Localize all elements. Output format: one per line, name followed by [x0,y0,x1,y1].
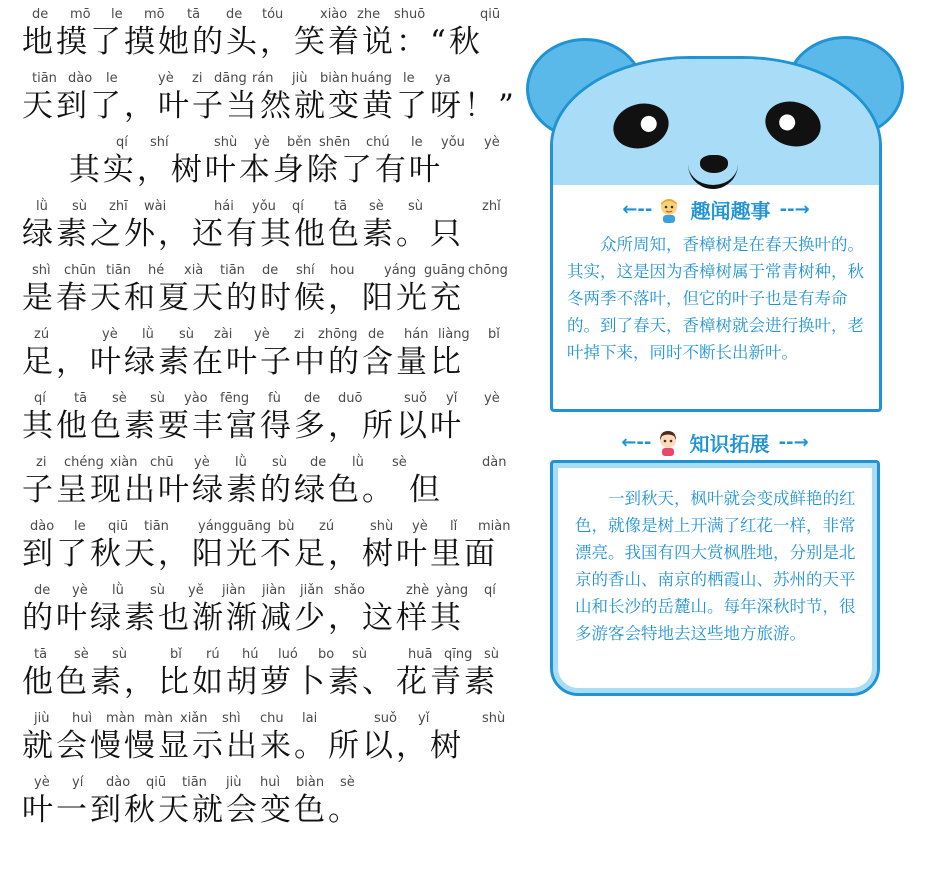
pinyin-syllable: hái [214,199,234,214]
pinyin-syllable: lǜ [112,583,124,598]
pinyin-syllable: le [106,71,118,86]
pinyin-syllable: de [304,391,321,406]
pinyin-syllable: jiù [34,711,50,726]
pinyin-syllable: yàng [436,583,469,598]
pinyin-syllable: shí [296,263,315,278]
pinyin-syllable: jiàn [262,583,286,598]
pinyin-syllable: bǐ [488,327,500,342]
pinyin-syllable: suǒ [374,711,397,726]
pinyin-syllable: le [111,7,123,22]
pinyin-syllable: yè [484,391,500,406]
pinyin-syllable: tiān [106,263,131,278]
pinyin-syllable: shì [222,711,241,726]
pinyin-syllable: suǒ [404,391,427,406]
pinyin-syllable: zú [319,519,335,534]
pinyin-syllable: zi [192,71,203,86]
pinyin-syllable: lǜ [235,455,247,470]
pinyin-syllable: fēng [220,391,250,406]
arrow-right-icon: --→ [779,199,810,220]
pinyin-syllable: shù [214,135,238,150]
hanzi-row: 他色素，比如胡萝卜素、花青素 [22,664,498,700]
pinyin-syllable: yǒu [252,199,276,214]
pinyin-syllable: xiàn [110,455,138,470]
pinyin-syllable: běn [287,135,312,150]
story-line [22,256,522,320]
hanzi-row: 足，叶绿素在叶子中的含量比 [22,344,464,380]
pinyin-syllable: le [74,519,86,534]
pinyin-syllable: luó [278,647,298,662]
pinyin-syllable: sù [179,327,195,342]
pinyin-syllable: zhe [357,7,381,22]
pinyin-syllable: lǜ [352,455,364,470]
pinyin-syllable: yǐ [446,391,458,406]
pinyin-syllable: hou [330,263,355,278]
pinyin-syllable: tā [74,391,88,406]
hanzi-row: 子呈现出叶绿素的绿色。 但 [22,472,443,508]
pinyin-syllable: huā [408,647,433,662]
pinyin-syllable: shù [370,519,394,534]
hanzi-row: 天到了，叶子当然就变黄了呀！” [22,88,517,124]
story-line [22,0,522,64]
pinyin-syllable: sè [369,199,384,214]
pinyin-syllable: biàn [296,775,325,790]
pinyin-syllable: tā [334,199,348,214]
hanzi-row: 其他色素要丰富得多，所以叶 [22,408,464,444]
pinyin-syllable: le [411,135,423,150]
pinyin-syllable: qí [484,583,496,598]
hanzi-row: 叶一到秋天就会变色。 [22,792,362,828]
pinyin-syllable: tiān [144,519,169,534]
pinyin-syllable: de [262,263,279,278]
pinyin-syllable: yè [484,135,500,150]
pinyin-syllable: zi [36,455,47,470]
pinyin-syllable: shì [32,263,51,278]
fun-fact-card [526,36,904,411]
boy-icon [657,197,681,223]
pinyin-syllable: xiào [320,7,348,22]
pinyin-syllable: màn [106,711,135,726]
pinyin-syllable: zhī [109,199,128,214]
pinyin-syllable: yáng [384,263,417,278]
pinyin-syllable: wài [144,199,167,214]
pinyin-syllable: shuō [394,7,426,22]
pinyin-syllable: qīng [444,647,473,662]
pinyin-syllable: hé [148,263,165,278]
story-line [22,320,522,384]
story-line [22,64,522,128]
pinyin-syllable: qiū [480,7,501,22]
pinyin-syllable: yè [72,583,88,598]
pinyin-syllable: yě [188,583,204,598]
pinyin-syllable: sù [408,199,424,214]
pinyin-syllable: duō [338,391,363,406]
pinyin-syllable: tā [187,7,201,22]
pinyin-syllable: zú [34,327,50,342]
pinyin-syllable: dāng [214,71,247,86]
pinyin-syllable: ya [435,71,451,86]
pinyin-syllable: chūn [64,263,96,278]
pinyin-syllable: de [32,7,49,22]
hanzi-row: 的叶绿素也渐渐减少，这样其 [22,600,464,636]
pinyin-syllable: huáng [351,71,392,86]
pinyin-syllable: zi [294,327,305,342]
story-line [22,512,522,576]
panda-face [553,59,879,185]
pinyin-syllable: lai [302,711,318,726]
fun-card-title [553,195,879,225]
pinyin-syllable: tiān [220,263,245,278]
pinyin-syllable: sù [150,583,166,598]
pinyin-syllable: jiù [226,775,242,790]
pinyin-syllable: rú [206,647,220,662]
pinyin-syllable: qiū [108,519,129,534]
pinyin-syllable: de [226,7,243,22]
pinyin-syllable: dào [106,775,131,790]
pinyin-syllable: hú [242,647,259,662]
pinyin-syllable: mō [144,7,165,22]
story-line [22,768,522,832]
pinyin-syllable: màn [144,711,173,726]
pinyin-syllable: huì [260,775,281,790]
pinyin-syllable: qí [116,135,128,150]
pinyin-syllable: de [368,327,385,342]
pinyin-syllable: yǒu [441,135,465,150]
arrow-left-icon: ←-- [622,199,653,220]
pinyin-syllable: zài [214,327,233,342]
hanzi-row: 就会慢慢显示出来。所以，树 [22,728,464,764]
pinyin-syllable: yè [254,135,270,150]
story-line [22,192,522,256]
pinyin-syllable: sè [74,647,89,662]
pinyin-syllable: zhè [406,583,430,598]
pinyin-syllable: yè [158,71,174,86]
story-line [22,128,522,192]
pinyin-syllable: guāng [230,519,271,534]
story-line [22,384,522,448]
pinyin-syllable: guāng [424,263,465,278]
pinyin-syllable: bù [278,519,295,534]
pinyin-syllable: rán [252,71,274,86]
pinyin-syllable: qiū [146,775,167,790]
fun-card-text: 众所周知，香樟树是在春天换叶的。其实，这是因为香樟树属于常青树种，秋冬两季不落叶，但它的叶子也是有寿命的。到了春天，香樟树就会进行换叶，老叶掉下来，同时不断长出新叶。 [567,235,864,362]
story-line [22,448,522,512]
hanzi-row: 绿素之外，还有其他色素。只 [22,216,464,252]
pinyin-syllable: lǜ [142,327,154,342]
knowledge-card-title-text: 知识拓展 [689,432,770,456]
fun-card-title-text: 趣闻趣事 [690,199,771,223]
pinyin-syllable: yè [34,775,50,790]
pinyin-syllable: sù [72,199,88,214]
pinyin-syllable: sù [352,647,368,662]
pinyin-syllable: jiù [292,71,308,86]
pinyin-syllable: yí [72,775,84,790]
pinyin-syllable: yǐ [418,711,430,726]
arrow-left-icon: ←-- [621,432,652,453]
pinyin-syllable: dào [68,71,93,86]
pinyin-syllable: xià [184,263,204,278]
pinyin-syllable: sù [150,391,166,406]
pinyin-syllable: chu [260,711,284,726]
pinyin-syllable: biàn [320,71,349,86]
pinyin-syllable: jiàn [222,583,246,598]
pinyin-syllable: yáng [198,519,231,534]
pinyin-syllable: tiān [182,775,207,790]
story-text [22,0,522,832]
pinyin-syllable: tā [34,647,48,662]
pinyin-syllable: le [403,71,415,86]
pinyin-syllable: chéng [64,455,104,470]
pinyin-syllable: de [310,455,327,470]
pinyin-syllable: yè [254,327,270,342]
pinyin-syllable: fù [268,391,281,406]
girl-icon [656,430,680,456]
pinyin-syllable: sù [484,647,500,662]
pinyin-syllable: hán [404,327,429,342]
story-line [22,640,522,704]
pinyin-syllable: bǐ [170,647,182,662]
pinyin-syllable: sù [112,647,128,662]
pinyin-syllable: shēn [319,135,351,150]
pinyin-syllable: yè [194,455,210,470]
hanzi-row: 其实，树叶本身除了有叶 [22,152,443,188]
hanzi-row: 地摸了摸她的头，笑着说：“秋 [22,24,483,60]
panda-head [550,56,882,412]
pinyin-syllable: dào [30,519,55,534]
hanzi-row: 是春天和夏天的时候，阳光充 [22,280,464,316]
pinyin-syllable: shí [150,135,169,150]
pinyin-syllable: yè [412,519,428,534]
arrow-right-icon: --→ [778,432,809,453]
pinyin-syllable: tiān [32,71,57,86]
pinyin-syllable: jiǎn [300,583,324,598]
pinyin-syllable: zhǐ [482,199,501,214]
pinyin-syllable: mō [70,7,91,22]
pinyin-syllable: shǎo [334,583,365,598]
story-line [22,576,522,640]
pinyin-syllable: bo [318,647,335,662]
panda-eye-left [608,98,673,155]
pinyin-syllable: sè [392,455,407,470]
pinyin-syllable: miàn [478,519,511,534]
knowledge-card-title [550,428,880,458]
pinyin-syllable: sè [340,775,355,790]
pinyin-syllable: chōng [468,263,508,278]
pinyin-syllable: chú [366,135,390,150]
pinyin-syllable: xiǎn [180,711,208,726]
pinyin-syllable: yè [102,327,118,342]
hanzi-row: 到了秋天，阳光不足，树叶里面 [22,536,498,572]
pinyin-syllable: sù [272,455,288,470]
pinyin-syllable: sè [112,391,127,406]
pinyin-syllable: de [34,583,51,598]
pinyin-syllable: lǜ [36,199,48,214]
pinyin-syllable: liàng [438,327,470,342]
panda-nose [700,155,728,173]
pinyin-syllable: lǐ [450,519,458,534]
pinyin-syllable: shù [482,711,506,726]
pinyin-syllable: yào [184,391,208,406]
pinyin-syllable: qí [34,391,46,406]
knowledge-card [550,460,880,696]
pinyin-syllable: chū [150,455,174,470]
pinyin-syllable: dàn [482,455,507,470]
story-line [22,704,522,768]
pinyin-syllable: huì [72,711,93,726]
pinyin-syllable: qí [292,199,304,214]
pinyin-syllable: tóu [262,7,284,22]
knowledge-card-text: 一到秋天，枫叶就会变成鲜艳的红色，就像是树上开满了红花一样，非常漂亮。我国有四大赏枫胜地，分别是北京的香山、南京的栖霞山、苏州的天平山和长沙的岳麓山。每年深秋时节，很多游客会特地去这些地方旅游。 [575,489,856,643]
panda-eye-right [760,96,825,153]
pinyin-syllable: zhōng [318,327,358,342]
